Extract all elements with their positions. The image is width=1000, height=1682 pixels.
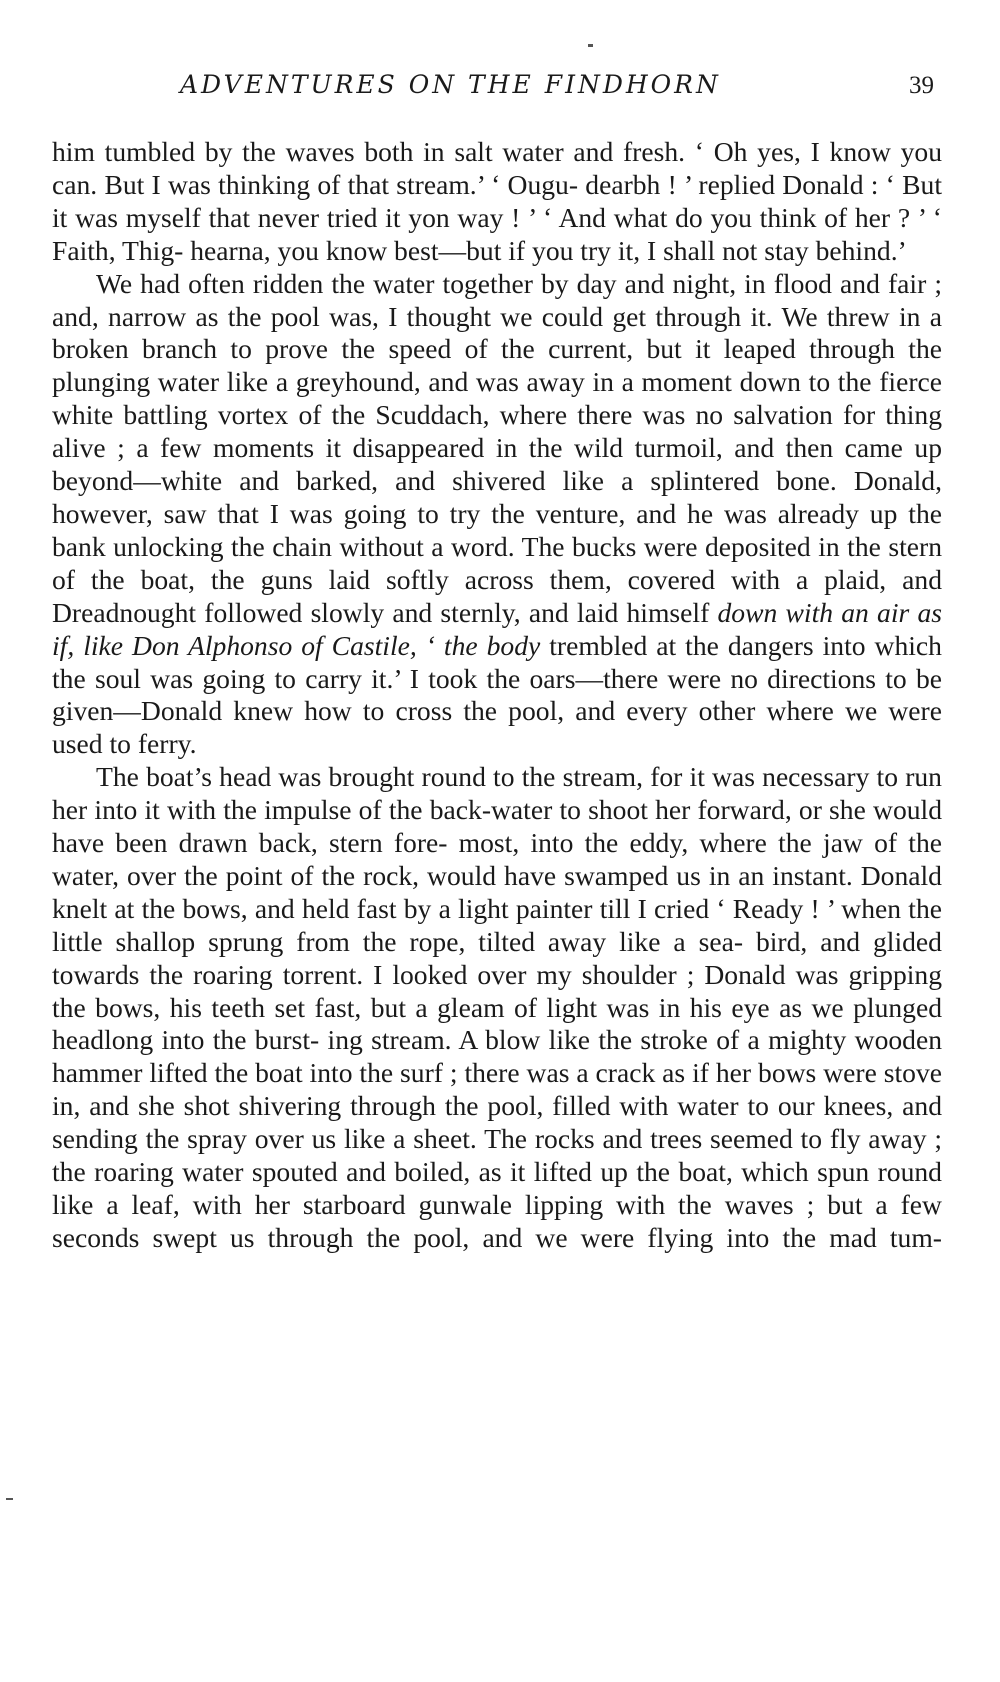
text-line: her starboard gunwale lipping with the waves ; but a few seconds bbox=[52, 1189, 942, 1253]
text-line: salvation for thing alive ; a few moments it disappeared in the bbox=[52, 399, 942, 464]
text-line: fierce white battling vortex of the Scuddach, where there was no bbox=[52, 366, 943, 431]
text-line: when the little shallop sprung from the rope, tilted away like a sea- bbox=[52, 892, 943, 957]
text-line: The boat’s head was brought round to the stream, for it was bbox=[96, 761, 755, 793]
text-line: stove in, and she shot shivering through the pool, filled with water bbox=[52, 1057, 942, 1122]
text-line: shivered like a splintered bone. Donald, however, saw that I was bbox=[52, 465, 943, 529]
text-line: swept us through the pool, and we were flying into the mad tum- bbox=[152, 1221, 942, 1253]
text-line: and Dreadnought followed slowly and sternly, and laid himself bbox=[52, 563, 942, 628]
print-speck bbox=[6, 1498, 13, 1500]
text-line: shoulder ; Donald was gripping the bows, his teeth set fast, but a bbox=[52, 958, 942, 1023]
page-number: 39 bbox=[909, 72, 934, 99]
page-header bbox=[52, 70, 942, 110]
text-line: how to cross the pool, and every other where we were used to bbox=[52, 695, 942, 760]
text-line: get through it. We threw in a broken branch to prove the bbox=[52, 300, 942, 365]
text-line: necessary to run her into it with the impulse of the back-water to bbox=[52, 761, 942, 826]
text-line: know you can. But I was thinking of that stream.’ ‘ Ougu- bbox=[52, 136, 942, 200]
text-line: yon way ! ’ ‘ And what do you think of her ? ’ ‘ Faith, Thig- bbox=[52, 201, 942, 266]
text-line: wild turmoil, and then came up beyond—white and barked, and bbox=[52, 432, 942, 497]
paragraph-1 bbox=[52, 136, 942, 268]
text-line: gleam of light was in his eye as we plunged headlong into the burst- bbox=[52, 991, 943, 1056]
text-line: like a greyhound, and was away in a moment down to the bbox=[226, 366, 872, 398]
text-line: lifted the boat into the surf ; there was a crack as if her bows were bbox=[149, 1057, 877, 1089]
italic-quote-line: down with an air as if, like Don Alphonso of Castile, ‘ the body bbox=[52, 596, 942, 661]
text-line: of the boat, the guns laid softly across them, covered with a plaid, bbox=[52, 563, 887, 595]
paragraph-3 bbox=[52, 761, 942, 1255]
print-speck bbox=[588, 44, 593, 47]
text-line: to our knees, and sending the spray over us like a sheet. The bbox=[52, 1090, 942, 1155]
text-line: speed of the current, but it leaped through the plunging water bbox=[52, 333, 943, 398]
text-line: the bows, and held fast by a light painter till I cried ‘ Ready ! ’ bbox=[141, 892, 835, 924]
text-line: We had often ridden the water together by day and night, in bbox=[96, 267, 766, 299]
text-line: going to try the venture, and he was already up the bank unlocking bbox=[52, 497, 942, 562]
text-line: hearna, you know best—but if you try it, I shall not stay behind.’ bbox=[190, 234, 907, 266]
text-line: flood and fair ; and, narrow as the pool was, I thought we could bbox=[52, 267, 942, 332]
text-line: ing stream. A blow like the stroke of a mighty wooden hammer bbox=[52, 1024, 942, 1089]
paragraph-2 bbox=[52, 268, 942, 762]
text-line: the chain without a word. The bucks were deposited in the stern bbox=[231, 530, 942, 562]
running-title: ADVENTURES ON THE FINDHORN bbox=[180, 70, 721, 99]
text-line: him tumbled by the waves both in salt water and fresh. ‘ Oh yes, I bbox=[52, 136, 820, 167]
text-line: the rock, would have swamped us in an instant. Donald knelt at bbox=[52, 859, 942, 924]
text-line: dearbh ! ’ replied Donald : ‘ But it was myself that never tried it bbox=[52, 168, 942, 233]
text-line: ferry. bbox=[137, 728, 197, 760]
text-line: boiled, as it lifted up the boat, which spun round like a leaf, with bbox=[52, 1156, 942, 1220]
text-line: bird, and glided towards the roaring torrent. I looked over my bbox=[52, 925, 942, 990]
text-line: rocks and trees seemed to fly away ; the roaring water spouted and bbox=[52, 1123, 943, 1188]
body-text bbox=[52, 136, 942, 1255]
text-line: most, into the eddy, where the jaw of the water, over the point of bbox=[52, 827, 942, 891]
text-line: shoot her forward, or she would have been drawn back, stern fore- bbox=[52, 794, 942, 859]
text-line: trembled at the dangers into which the soul was going to carry it.’ bbox=[52, 629, 942, 694]
text-line: I took the oars—there were no directions to be given—Donald knew bbox=[52, 662, 943, 727]
